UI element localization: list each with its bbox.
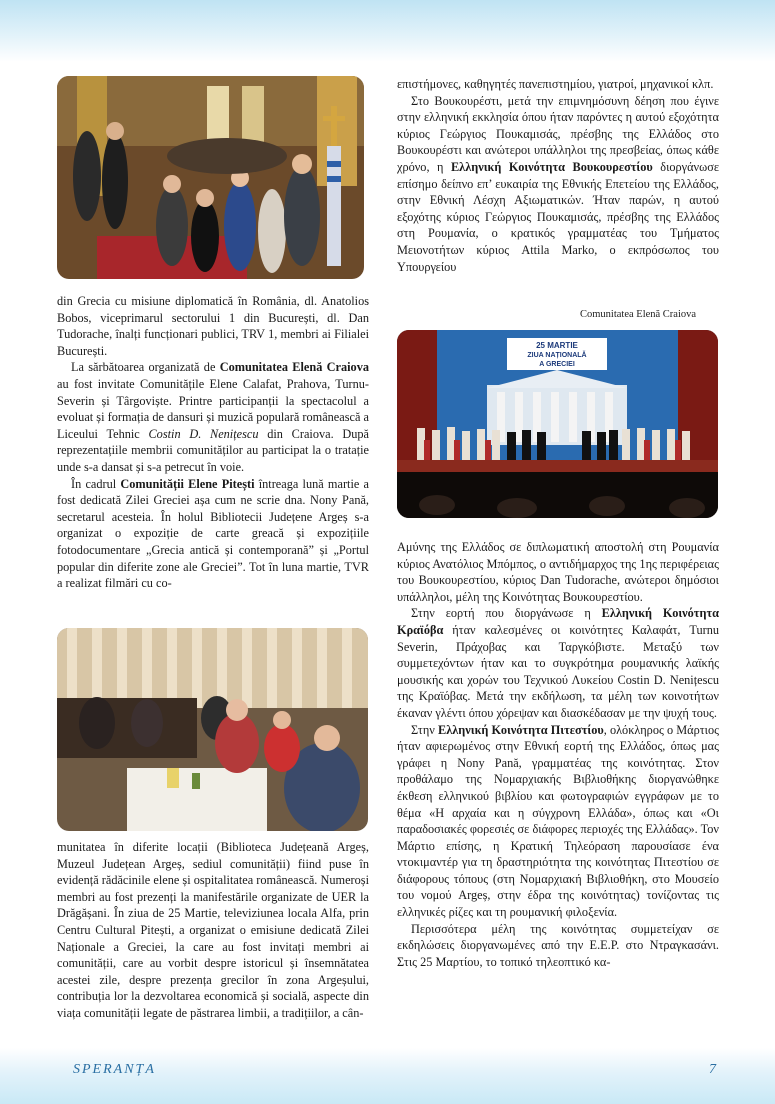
left-column-bottom <box>57 839 369 1022</box>
right-column-bottom <box>397 539 719 970</box>
paragraph: Στην εορτή που διοργάνωσε η Ελληνική Κοινότητα Κραϊόβα ήταν καλεσμένες οι κοινότητες Καλαφάτ, Turnu Severin, Πράχοβας και Ταργκόβιστε. Μεταξύ των συμμετεχόντων ήταν και το συγκρότημα ρουμανικής λαϊκής μουσικής και χορών του Τεχνικού Λυκείου Costin D. Nenițescu της Κραϊόβας. Μετά την εκδήλωση, τα μέλη των κοινοτήτων έκαναν γλέντι όπου χόρεψαν και διασκέδασαν με την ψυχή τους. <box>397 606 719 720</box>
banner-line-2: ZIUA NAȚIONALĂ <box>527 352 587 359</box>
paragraph: επιστήμονες, καθηγητές πανεπιστημίου, γιατροί, μηχανικοί κλπ. <box>397 77 714 91</box>
stage-performance-photo <box>397 330 718 518</box>
paragraph: munitatea în diferite locații (Biblioteca Județeană Argeș, Muzeul Județean Argeș, sediul comunității) fiind puse în evidență rădăcinile elene și ospitalitatea românească. Numeroși membri au fost prezenți la manifestările organizate de UER la Drăgășani. În ziua de 25 Martie, televiziunea locala Alfa, prin Centru Cultural Pitești, a organizat o emisiune dedicată Zilei Naționale a Greciei, la care au fost invitați membri ai comunității, care au vorbit despre istoricul și însemnătatea acestei zile, despre prezența grecilor în zona Argeșului, contribuția lor la dezvoltarea economică și socială, aspecte din viața comunității legate de păstrarea limbii, a tradițiilor, a cân- <box>57 840 369 1020</box>
photo-caption: Comunitatea Elenă Craiova <box>580 309 697 320</box>
paragraph: Στην Ελληνική Κοινότητα Πιτεστίου, ολόκληρος ο Μάρτιος ήταν αφιερωμένος στην Εθνική εορτή της Ελλάδος, όπως μας γράφει η Nony Pană, γραμματέας της κοινότητας. Στον προθάλαμο της Νομαρχιακής Βιβλιοθήκης διοργανώθηκε έκθεση ελληνικού βιβλίου και φωτογραφιών εγγράφων με το θέμα «Η αρχαία και η σύγχρονη Ελλάδα», όπως και «Οι παραδοσιακές φορεσιές σε διάφορες περιοχές της Ελλάδας». Τον Μάρτιο επίσης, η Κρατική Τηλεόραση παρουσίασε ένα ντοκιμαντέρ για τη δραστηριότητα της κοινότητας Πιτεστίου σε διάφορους τόπους (στη Νομαρχιακή Βιβλιοθήκη, στο Μουσείο του νομού Argeș, στην έδρα της κοινότητας) τονίζοντας τις ελληνικές ρίζες και τη ρουμανική φιλοξενία. <box>397 722 720 920</box>
header-band <box>0 0 775 62</box>
paragraph: Στο Βουκουρέστι, μετά την επιμνημόσυνη δέηση που έγινε στην ελληνική εκκλησία όπου ήταν παρόντες η αυτού εξοχότητα κύριος Γεώργιος Πουκαμισάς, πρέσβης της Ελλάδος στο Βουκουρέστι και ανώτεροι υπάλληλοι της πρεσβείας, όπως κάθε χρόνο, η Ελληνική Κοινότητα Βουκουρεστίου διοργάνωσε επίσημο δείπνο επ’ ευκαιρία της Εθνικής Επετείου της Ελλάδος, στην Εθνική Λέσχη Αξιωματικών. Ήταν παρών, η αυτού εξοχότης κύριος Γεώργιος Πουκαμισάς, πρέσβης της Ελλάδος στη Ρουμανία, ο κρατικός γραμματέας του Τμήματος Μειονοτήτων κύριος Attila Marko, ο εκπρόσωπος του Υπουργείου <box>397 93 720 274</box>
banner-line-1: 25 MARTIE <box>536 341 578 350</box>
paragraph: În cadrul Comunității Elene Pitești întreaga lună martie a fost dedicată Zilei Greciei așa cum ne scrie dna. Nony Pană, secretarul acesteia. În holul Bibliotecii Județene Argeș s-a organizat o expoziție de carte greacă și expozițiile fotodocumentare „Grecia antică și contemporană” și „Portul popular din diferite zone ale Greciei”. Tot în luna martie, TVR a realizat filmări cu co- <box>57 476 369 591</box>
right-column-top <box>397 76 719 275</box>
paragraph: Περισσότερα μέλη της κοινότητας συμμετείχαν σε εκδηλώσεις διοργανωμένες από την Ε.Ε.Ρ. στο Ντραγκασάνι. Στις 25 Μαρτίου, το τοπικό τηλεοπτικό κα- <box>397 921 719 969</box>
paragraph: La sărbătoarea organizată de Comunitatea Elenă Craiova au fost invitate Comunitățile Elene Calafat, Prahova, Turnu-Severin și Târgoviște. Printre participanții la spectacolul a evoluat și formația de dansuri și muzică populară românească a Liceului Tehnic Costin D. Nenițescu din Craiova. După reprezentațiile membrii comunităților au participat la o tratație unde s-a dansat și s-a petrecut în voie. <box>57 360 370 474</box>
church-ceremony-photo <box>57 76 364 279</box>
dinner-party-photo <box>57 628 368 831</box>
left-column-top <box>57 293 369 592</box>
banner-line-3: A GRECIEI <box>539 361 575 368</box>
magazine-title: SPERANȚA <box>73 1062 156 1077</box>
page-number: 7 <box>709 1062 716 1077</box>
paragraph: Αμύνης της Ελλάδος σε διπλωματική αποστολή στη Ρουμανία κύριος Ανατόλιος Μπόμπος, ο αντιδήμαρχος της 1ης περιφέρειας του Βουκουρεστίου, κύριος Dan Tudorache, ανώτεροι δημόσιοι υπάλληλοι, μέλη της Κοινότητας Βουκουρεστίου. <box>397 540 719 604</box>
paragraph: din Grecia cu misiune diplomatică în România, dl. Anatolios Bobos, viceprimarul sectorului 1 din București, dl. Dan Tudorache, înalți funcționari publici, TRV 1, membri ai Filialei București. <box>57 294 369 358</box>
